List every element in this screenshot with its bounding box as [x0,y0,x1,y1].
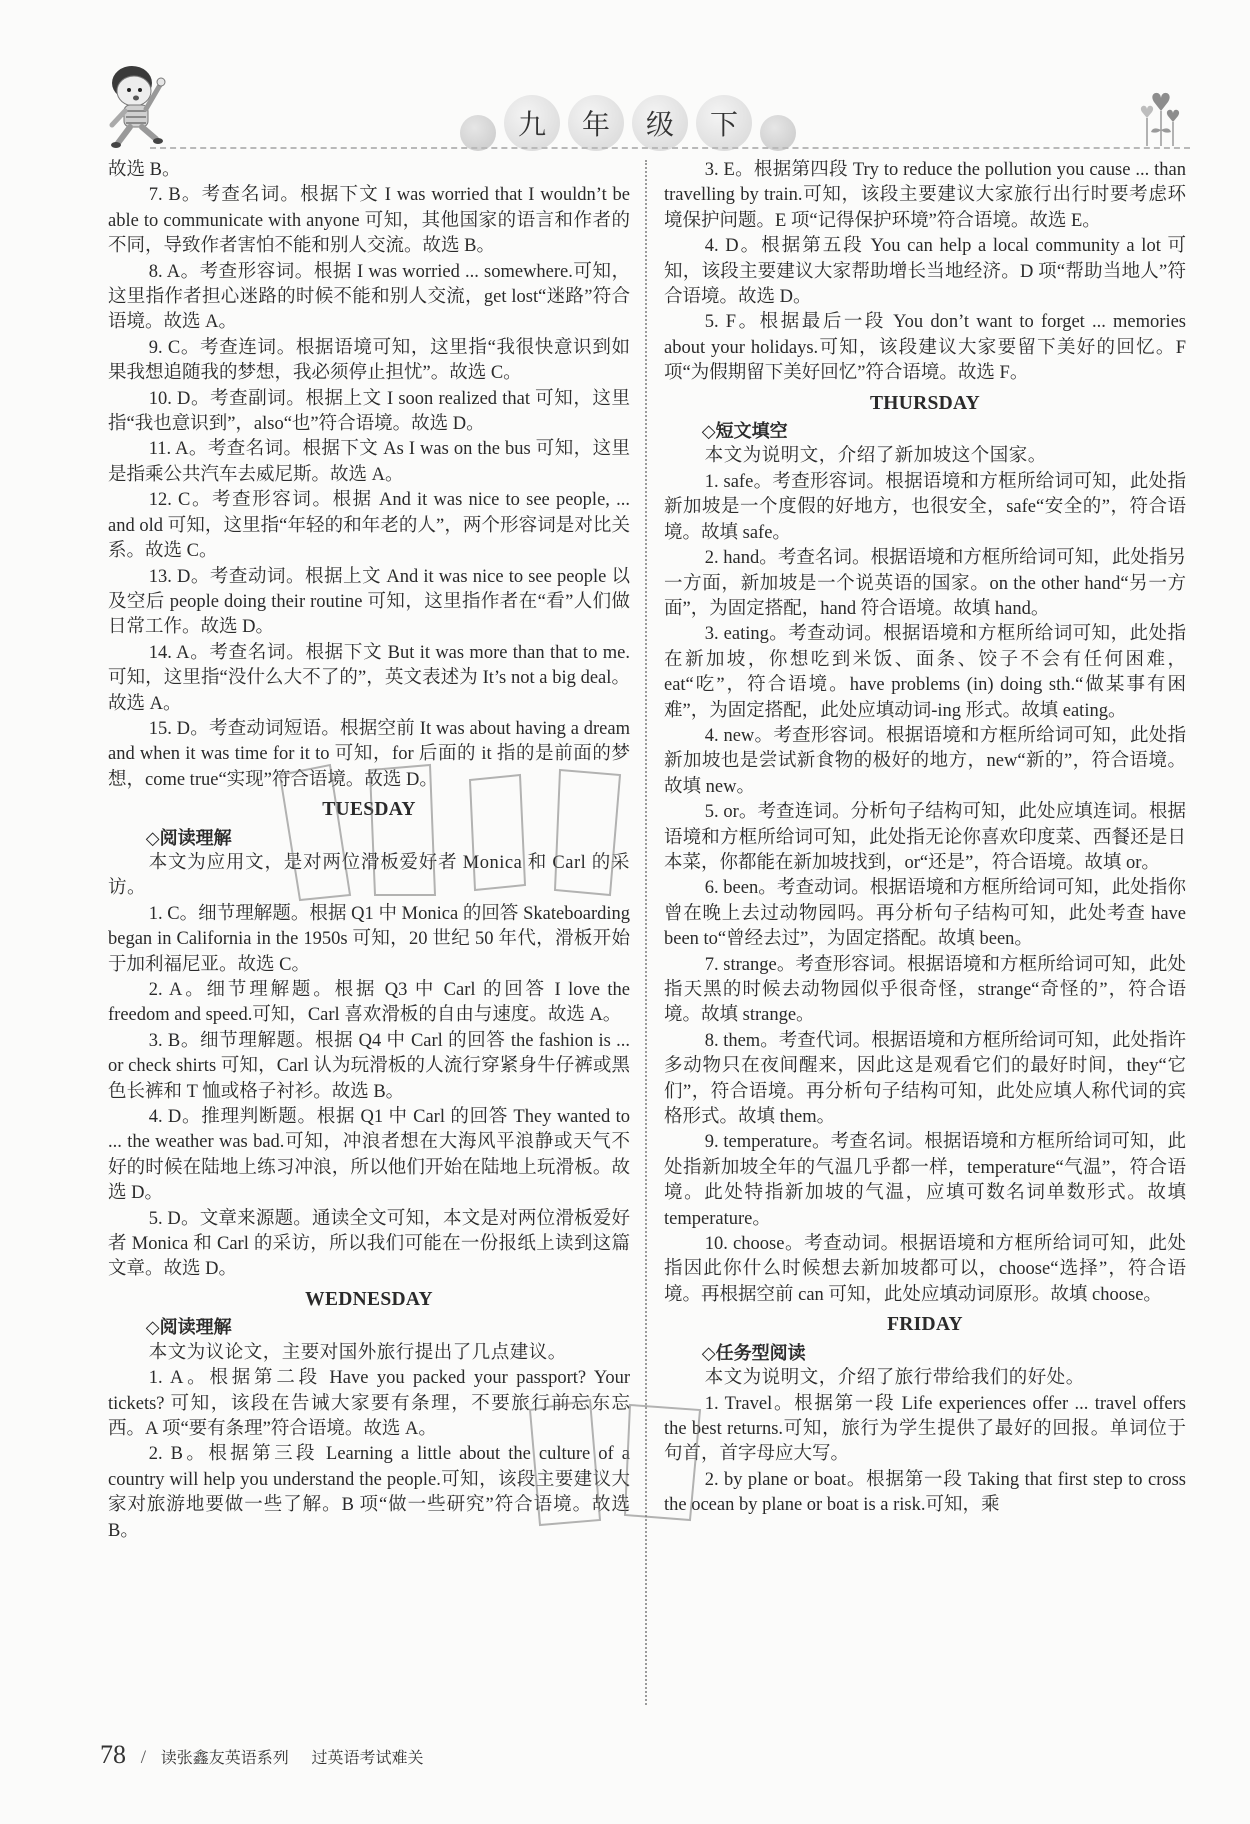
section-heading: ◇阅读理解 [145,1317,232,1339]
day-heading: FRIDAY [887,1314,963,1336]
decor-ball-left [460,115,496,151]
answer-explanation: 10. choose。考查动词。根据语境和方框所给词可知，此处指因此你什么时候想去新加坡都可以，choose“选择”，符合语境。再根据空前 can 可知，此处应填动词原形。故填 choose。 [664,1234,1186,1305]
column-divider [645,160,647,1705]
day-heading: WEDNESDAY [305,1288,433,1310]
answer-explanation: 10. D。考查副词。根据上文 I soon realized that 可知，这里指“我也意识到”，also“也”符合语境。故选 D。 [108,388,630,435]
answer-explanation: 15. D。考查动词短语。根据空前 It was about having a dream and when it was time for it to 可知，for 后面的 it 指的是前面的梦想，come true“实现”符合语境。故选 D。 [108,718,630,790]
answer-explanation: 3. B。细节理解题。根据 Q4 中 Carl 的回答 the fashion is ... or check shirts 可知，Carl 认为玩滑板的人流行穿紧身牛仔裤或黑色长裤和 T 恤或格子衬衫。故选 B。 [108,1030,630,1102]
answer-explanation: 2. by plane or boat。根据第一段 Taking that first step to cross the ocean by plane or boat is a risk.可知，乘 [664,1469,1186,1516]
grade-title [460,95,796,151]
answer-explanation: 4. D。推理判断题。根据 Q1 中 Carl 的回答 They wanted to ... the weather was bad.可知，冲浪者想在大海风平浪静或天气不好的时候在陆地上练习冲浪，所以他们开始在陆地上玩滑板。故选 D。 [108,1107,630,1204]
right-column [664,158,1186,1519]
title-char: 下 [696,95,752,151]
answer-explanation: 1. A。根据第二段 Have you packed your passport? Your tickets? 可知，该段在告诫大家要有条理，不要旅行前忘东忘西。A 项“要有条理”符合语境。故选 A。 [108,1368,630,1439]
answer-explanation: 2. A。细节理解题。根据 Q3 中 Carl 的回答 I love the freedom and speed.可知，Carl 喜欢滑板的自由与速度。故选 A。 [108,980,630,1026]
header-dashed-rule [150,147,1190,149]
day-heading: TUESDAY [322,799,416,821]
answer-explanation: 2. B。根据第三段 Learning a little about the culture of a country will help you understand the people.可知，该段主要建议大家对旅游地要做一些了解。B 项“做一些研究”符合语境。故选 B。 [108,1444,630,1541]
answer-explanation: 3. E。根据第四段 Try to reduce the pollution you cause ... than travelling by train.可知，该段主要建议大家旅行出行时要考虑环境保护问题。E 项“记得保护环境”符合语境。故选 E。 [664,160,1186,231]
title-char: 年 [568,95,624,151]
series-name: 读张鑫友英语系列 [160,1748,289,1767]
answer-explanation: 5. or。考查连词。分析句子结构可知，此处应填连词。根据语境和方框所给词可知，此处指无论你喜欢印度菜、西餐还是日本菜，你都能在新加坡找到，or“还是”，符合语境。故填 or。 [664,802,1186,873]
passage-intro: 本文为应用文，是对两位滑板爱好者 Monica 和 Carl 的采访。 [108,852,630,899]
passage-intro: 本文为说明文，介绍了旅行带给我们的好处。 [704,1368,1085,1389]
answer-explanation: 14. A。考查名词。根据下文 But it was more than that to me.可知，这里指“没什么大不了的”，英文表述为 It’s not a big deal。故选 A。 [108,642,630,714]
answer-explanation: 8. them。考查代词。根据语境和方框所给词可知，此处指许多动物只在夜间醒来，因此这是观看它们的最好时间，they“它们”，符合语境。再分析句子结构可知，此处应填人称代词的宾格形式。故填 them。 [664,1030,1186,1128]
answer-explanation: 1. safe。考查形容词。根据语境和方框所给词可知，此处指新加坡是一个度假的好地方，也很安全，safe“安全的”，符合语境。故填 safe。 [664,471,1186,543]
footer-separator: / [140,1747,147,1768]
heart-flowers-icon [1130,90,1185,148]
answer-explanation: 1. C。细节理解题。根据 Q1 中 Monica 的回答 Skateboarding began in California in the 1950s 可知，20 世纪 50 年代，滑板开始于加利福尼亚。故选 C。 [108,903,630,975]
series-tagline: 过英语考试难关 [311,1748,424,1767]
answer-explanation: 9. temperature。考查名词。根据语境和方框所给词可知，此处指新加坡全年的气温几乎都一样，temperature“气温”，符合语境。此处特指新加坡的气温，应填可数名词单数形式。故填 temperature。 [664,1132,1186,1229]
passage-intro: 本文为议论文，主要对国外旅行提出了几点建议。 [148,1342,567,1363]
section-heading: ◇短文填空 [701,421,788,443]
answer-continuation: 故选 B。 [108,160,181,180]
running-kid-icon [100,55,180,150]
answer-explanation: 13. D。考查动词。根据上文 And it was nice to see people 以及空后 people doing their routine 可知，这里指作者在“看”人们做日常工作。故选 D。 [108,566,630,638]
answer-explanation: 1. Travel。根据第一段 Life experiences offer ... travel offers the best returns.可知，旅行为学生提供了最好的回报。单词位于句首，首字母应大写。 [664,1393,1186,1465]
answer-explanation: 4. new。考查形容词。根据语境和方框所给词可知，此处指新加坡也是尝试新食物的极好的地方，new“新的”，符合语境。故填 new。 [664,725,1186,797]
answer-explanation: 7. strange。考查形容词。根据语境和方框所给词可知，此处指天黑的时候去动物园似乎很奇怪，strange“奇怪的”，符合语境。故填 strange。 [664,954,1186,1026]
passage-intro: 本文为说明文，介绍了新加坡这个国家。 [704,446,1047,467]
answer-explanation: 12. C。考查形容词。根据 And it was nice to see people, ... and old 可知，这里指“年轻的和年老的人”，两个形容词是对比关系。故选 C。 [108,490,630,562]
section-heading: ◇任务型阅读 [701,1342,806,1364]
decor-ball-right [760,115,796,151]
section-heading: ◇阅读理解 [145,827,232,849]
title-char: 级 [632,95,688,151]
answer-explanation: 5. F。根据最后一段 You don’t want to forget ... memories about your holidays.可知，该段建议大家要留下美好的回忆。F 项“为假期留下美好回忆”符合语境。故选 F。 [664,312,1186,384]
answer-explanation: 8. A。考查形容词。根据 I was worried ... somewhere.可知，这里指作者担心迷路的时候不能和别人交流，get lost“迷路”符合语境。故选 A。 [108,261,630,333]
answer-explanation: 7. B。考查名词。根据下文 I was worried that I wouldn’t be able to communicate with anyone 可知，其他国家的语言和作者的不同，导致作者害怕不能和别人交流。故选 B。 [108,185,630,257]
page-number: 78 [100,1740,126,1769]
answer-explanation: 9. C。考查连词。根据语境可知，这里指“我很快意识到如果我想追随我的梦想，我必须停止担忧”。故选 C。 [108,337,630,384]
page-header [100,55,1190,155]
answer-explanation: 4. D。根据第五段 You can help a local community a lot 可知，该段主要建议大家帮助增长当地经济。D 项“帮助当地人”符合语境。故选 D。 [664,236,1186,308]
left-column [108,158,630,1544]
answer-explanation: 6. been。考查动词。根据语境和方框所给词可知，此处指你曾在晚上去过动物园吗。再分析句子结构可知，此处考查 have been to“曾经去过”，为固定搭配。故填 been。 [664,878,1186,950]
title-char: 九 [504,95,560,151]
answer-explanation: 11. A。考查名词。根据下文 As I was on the bus 可知，这里是指乘公共汽车去威尼斯。故选 A。 [108,439,630,485]
answer-explanation: 3. eating。考查动词。根据语境和方框所给词可知，此处指在新加坡，你想吃到米饭、面条、饺子不会有任何困难，eat“吃”，符合语境。have problems (in) doing sth.“做某事有困难”，为固定搭配，此处应填动词-ing 形式。故填 eating。 [664,624,1186,721]
page-footer [100,1740,424,1770]
answer-explanation: 2. hand。考查名词。根据语境和方框所给词可知，此处指另一方面，新加坡是一个说英语的国家。on the other hand“另一方面”，为固定搭配，hand 符合语境。故填 hand。 [664,548,1186,619]
answer-explanation: 5. D。文章来源题。通读全文可知，本文是对两位滑板爱好者 Monica 和 Carl 的采访，所以我们可能在一份报纸上读到这篇文章。故选 D。 [108,1208,630,1280]
day-heading: THURSDAY [869,392,981,414]
